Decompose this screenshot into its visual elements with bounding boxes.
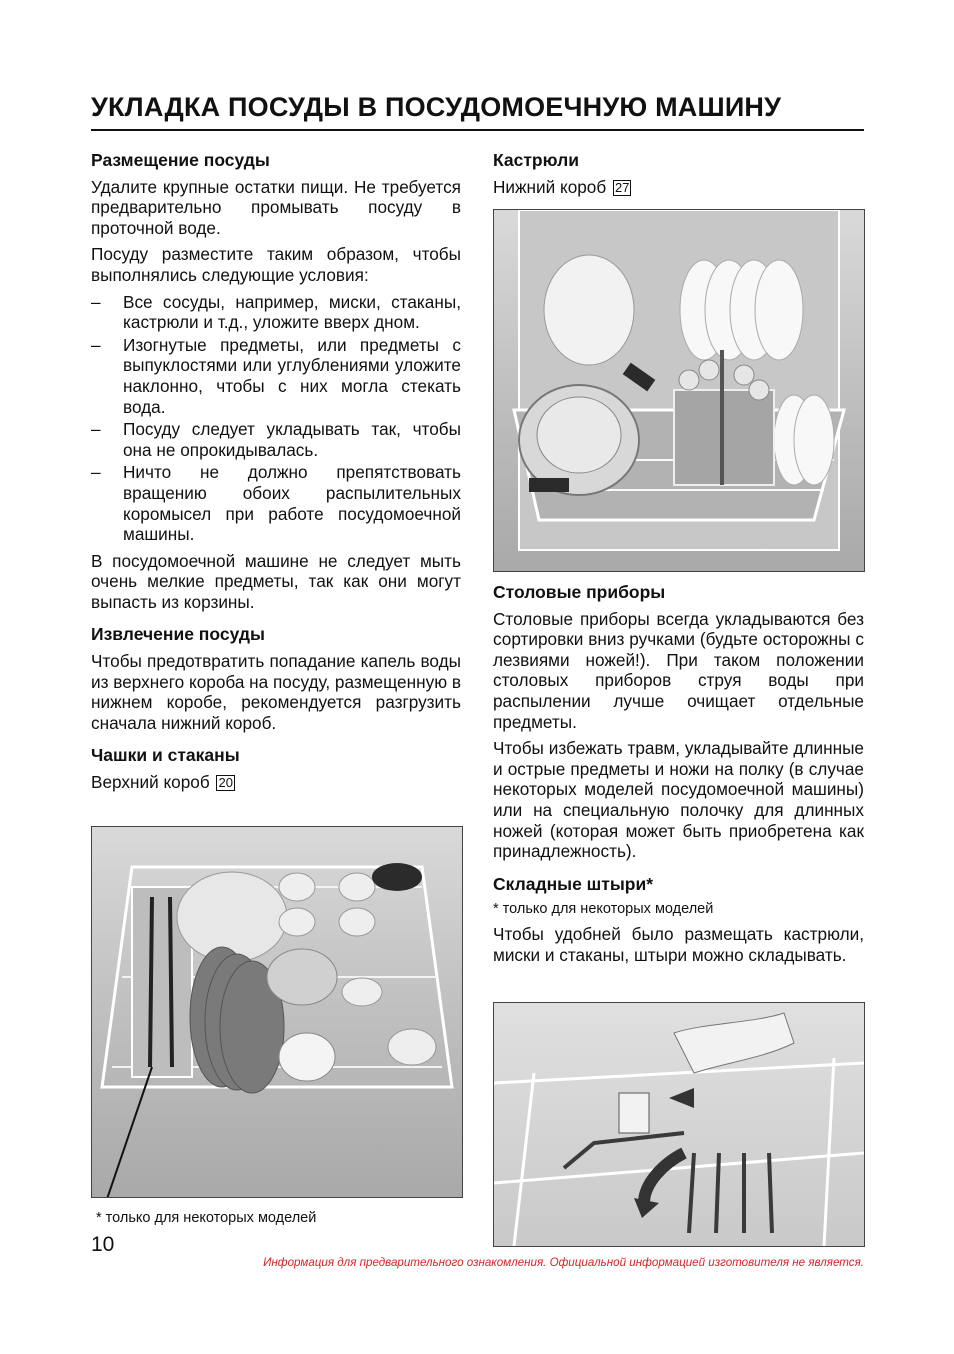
page-title: УКЛАДКА ПОСУДЫ В ПОСУДОМОЕЧНУЮ МАШИНУ bbox=[91, 92, 864, 131]
pots-caption: Нижний короб 27 bbox=[493, 176, 630, 197]
placement-paragraph-2: Посуду разместите таким образом, чтобы выполнялись следующие условия: bbox=[91, 244, 461, 285]
right-column-lower bbox=[493, 582, 864, 972]
tines-paragraph: Чтобы удобней было размещать кастрюли, миски и стаканы, штыри можно складывать. bbox=[493, 924, 864, 965]
folding-tines-drawing bbox=[494, 1003, 864, 1246]
placement-heading: Размещение посуды bbox=[91, 150, 270, 170]
lower-basket-illustration bbox=[493, 209, 865, 572]
placement-paragraph-3: В посудомоечной машине не следует мыть очень мелкие предметы, так как они могут выпасть из корзины. bbox=[91, 550, 461, 612]
list-item: – Посуду следует укладывать так, чтобы она не опрокидывалась. bbox=[91, 419, 461, 460]
cutlery-paragraph-2: Чтобы избежать травм, укладывайте длинные и острые предметы и ножи на полку (в случае некоторых моделей посудомоечной машины) или на специальную полочку для длинных ножей (которая может быть приобретена как принадлежность). bbox=[493, 738, 864, 862]
upper-basket-illustration bbox=[91, 826, 463, 1198]
cups-heading: Чашки и стаканы bbox=[91, 745, 240, 766]
cutlery-heading: Столовые приборы bbox=[493, 582, 666, 602]
lower-basket-ref: 27 bbox=[615, 179, 630, 195]
list-item: – Изогнутые предметы, или предметы с выпуклостями или углублениями уложите наклонно, чтобы с них могла стекать вода. bbox=[91, 334, 461, 417]
folding-tines-illustration bbox=[493, 1002, 865, 1247]
list-item: – Все сосуды, например, миски, стаканы, кастрюли и т.д., уложите вверх дном. bbox=[91, 291, 461, 333]
lower-basket-drawing bbox=[494, 210, 864, 571]
upper-basket-drawing bbox=[92, 827, 462, 1197]
disclaimer: Информация для предварительного ознакомления. Официальной информацией изготовителя не является. bbox=[263, 1256, 864, 1269]
cups-caption: Верхний короб 20 bbox=[91, 772, 233, 793]
placement-paragraph-1: Удалите крупные остатки пищи. Не требуется предварительно промывать посуду в проточной воде. bbox=[91, 176, 461, 238]
left-column bbox=[91, 150, 461, 799]
list-item: – Ничто не должно препятствовать вращению обоих распылительных коромысел при работе посудомоечной машины. bbox=[91, 462, 461, 545]
placement-conditions-list bbox=[91, 292, 461, 545]
upper-basket-footnote: * только для некоторых моделей bbox=[96, 1210, 317, 1226]
right-column bbox=[493, 150, 864, 203]
unloading-paragraph: Чтобы предотвратить попадание капель воды из верхнего короба на посуду, размещенную в нижнем коробе, рекомендуется разгрузить сначала нижний короб. bbox=[91, 651, 461, 733]
tines-note: * только для некоторых моделей bbox=[493, 901, 714, 918]
tines-heading: Складные штыри* bbox=[493, 873, 654, 894]
cutlery-paragraph-1: Столовые приборы всегда укладываются без сортировки вниз ручками (будьте осторожны с лезвиями ножей!). При таком положении столовых приборов струя воды при распылении лучше очищает отдельные предметы. bbox=[493, 608, 864, 732]
pots-heading: Кастрюли bbox=[493, 150, 580, 170]
upper-basket-ref: 20 bbox=[218, 775, 233, 791]
page-number: 10 bbox=[91, 1233, 115, 1256]
unloading-heading: Извлечение посуды bbox=[91, 624, 265, 645]
